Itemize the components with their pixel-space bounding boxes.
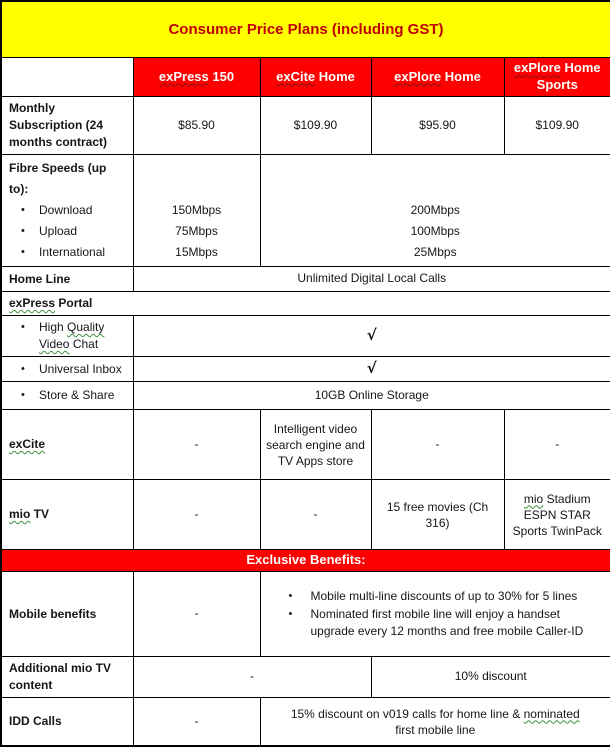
bullet-icon: • [21, 389, 25, 401]
row-label-fibre-speeds [1, 155, 133, 267]
mio-tv-excite-home: - [260, 480, 371, 550]
fibre-speeds-heading: Fibre Speeds (up to): [9, 161, 107, 196]
fibre-speeds-items: • Download • Upload • International [21, 203, 106, 259]
monthly-price-explore-home: $95.90 [371, 97, 504, 155]
plan-header-explore-home: exPlore Home [371, 58, 504, 97]
row-label-mio-tv: mio TV [1, 480, 133, 550]
row-label-idd-calls: IDD Calls [1, 698, 133, 747]
row-label-home-line: Home Line [1, 267, 133, 292]
additional-mio-tv-left: - [133, 657, 371, 698]
fibre-values-express-150: 150Mbps 75Mbps 15Mbps [133, 155, 260, 267]
row-label-high-quality-video-chat: • High Quality Video Chat [1, 316, 133, 357]
excite-excite-home: Intelligent video search engine and TV Apps store [260, 410, 371, 480]
plan-header-explore-home-sports: exPlore Home Sports [504, 58, 610, 97]
row-label-monthly-subscription: Monthly Subscription (24 months contract) [1, 97, 133, 155]
row-label-store-and-share: • Store & Share [1, 382, 133, 410]
section-exclusive-benefits: Exclusive Benefits: [1, 550, 610, 572]
mio-tv-explore-home: 15 free movies (Ch 316) [371, 480, 504, 550]
mobile-benefits-details: • Mobile multi-line discounts of up to 30% for 5 lines • Nominated first mobile line will enjoy a handset upgrade every 12 months and free mobile Caller-ID [260, 572, 610, 657]
monthly-price-excite-home: $109.90 [260, 97, 371, 155]
mio-tv-express-150: - [133, 480, 260, 550]
universal-inbox-check: √ [133, 357, 610, 382]
additional-mio-tv-discount: 10% discount [371, 657, 610, 698]
plan-header-express-150: exPress 150 [133, 58, 260, 97]
plan-header-excite-home: exCite Home [260, 58, 371, 97]
idd-discount-details: 15% discount on v019 calls for home line & nominated first mobile line [260, 698, 610, 747]
excite-express-150: - [133, 410, 260, 480]
mobile-benefits-express-150: - [133, 572, 260, 657]
row-label-mobile-benefits: Mobile benefits [1, 572, 133, 657]
excite-explore-home-sports: - [504, 410, 610, 480]
excite-explore-home: - [371, 410, 504, 480]
home-line-value: Unlimited Digital Local Calls [133, 267, 610, 292]
bullet-icon: • [21, 362, 25, 375]
mio-tv-explore-home-sports: mio Stadium ESPN STAR Sports TwinPack [504, 480, 610, 550]
high-quality-video-chat-check: √ [133, 316, 610, 357]
monthly-price-explore-home-sports: $109.90 [504, 97, 610, 155]
store-and-share-value: 10GB Online Storage [133, 382, 610, 410]
row-label-universal-inbox: • Universal Inbox [1, 357, 133, 382]
idd-express-150: - [133, 698, 260, 747]
table-title: Consumer Price Plans (including GST) [1, 1, 610, 58]
fibre-values-other-plans: 200Mbps 100Mbps 25Mbps [260, 155, 610, 267]
row-label-additional-mio-tv-content: Additional mio TV content [1, 657, 133, 698]
section-express-portal: exPress Portal [1, 292, 610, 316]
row-label-excite: exCite [1, 410, 133, 480]
corner-cell [1, 58, 133, 97]
monthly-price-express-150: $85.90 [133, 97, 260, 155]
bullet-icon: • [21, 321, 25, 333]
